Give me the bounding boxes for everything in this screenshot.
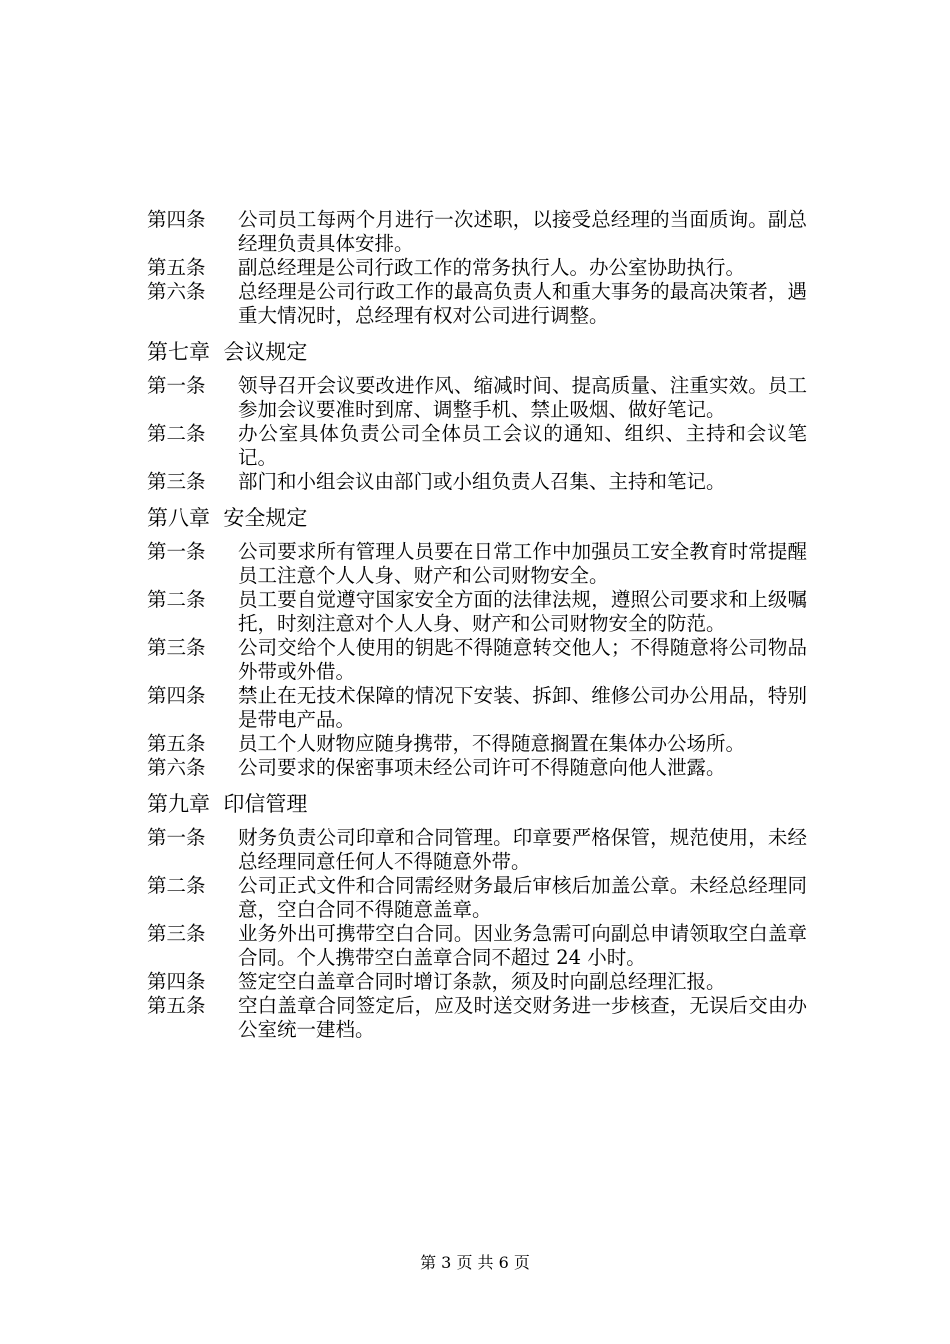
article <box>147 280 807 328</box>
article-text: 业务外出可携带空白合同。因业务急需可向副总申请领取空白盖章合同。个人携带空白盖章合同不超过 24 小时。 <box>238 922 807 969</box>
article <box>147 256 807 280</box>
article <box>147 374 807 422</box>
page-number-label: 第 3 页 共 6 页 <box>420 1253 530 1272</box>
article-number: 第四条 <box>147 970 206 993</box>
article-number: 第三条 <box>147 636 206 659</box>
chapter-heading: 第八章 安全规定 <box>147 506 308 530</box>
article <box>147 588 807 636</box>
article-number: 第一条 <box>147 826 206 849</box>
article <box>147 756 807 780</box>
document-body <box>147 208 807 1042</box>
article-number: 第二条 <box>147 422 206 445</box>
article <box>147 922 807 970</box>
section-chapter-9 <box>147 790 807 1042</box>
article-number: 第一条 <box>147 374 206 397</box>
article-number: 第五条 <box>147 994 206 1017</box>
article-text: 部门和小组会议由部门或小组负责人召集、主持和笔记。 <box>238 470 726 493</box>
article <box>147 684 807 732</box>
article-number: 第五条 <box>147 732 206 755</box>
article <box>147 874 807 922</box>
article-text: 公司要求的保密事项未经公司许可不得随意向他人泄露。 <box>238 756 726 779</box>
section-chapter-6-continued <box>147 208 807 328</box>
article-text: 员工要自觉遵守国家安全方面的法律法规，遵照公司要求和上级嘱托，时刻注意对个人人身、财产和公司财物安全的防范。 <box>238 588 807 635</box>
article-text: 副总经理是公司行政工作的常务执行人。办公室协助执行。 <box>238 256 746 279</box>
article-number: 第三条 <box>147 922 206 945</box>
article <box>147 732 807 756</box>
article-number: 第四条 <box>147 684 206 707</box>
section-chapter-8 <box>147 504 807 780</box>
article-text: 总经理是公司行政工作的最高负责人和重大事务的最高决策者，遇重大情况时，总经理有权对公司进行调整。 <box>238 280 807 327</box>
article-text: 禁止在无技术保障的情况下安装、拆卸、维修公司办公用品，特别是带电产品。 <box>238 684 807 731</box>
article-text: 公司要求所有管理人员要在日常工作中加强员工安全教育时常提醒员工注意个人人身、财产和公司财物安全。 <box>238 540 807 587</box>
article-text: 空白盖章合同签定后，应及时送交财务进一步核查，无误后交由办公室统一建档。 <box>238 994 807 1041</box>
article-number: 第三条 <box>147 470 206 493</box>
article-text: 员工个人财物应随身携带，不得随意搁置在集体办公场所。 <box>238 732 746 755</box>
article <box>147 994 807 1042</box>
article <box>147 540 807 588</box>
article <box>147 826 807 874</box>
chapter-heading: 第七章 会议规定 <box>147 340 308 364</box>
article-text: 办公室具体负责公司全体员工会议的通知、组织、主持和会议笔记。 <box>238 422 807 469</box>
article-text: 公司员工每两个月进行一次述职，以接受总经理的当面质询。副总经理负责具体安排。 <box>238 208 807 255</box>
article-number: 第五条 <box>147 256 206 279</box>
page-footer <box>0 1253 950 1273</box>
article <box>147 208 807 256</box>
article-number: 第四条 <box>147 208 206 231</box>
article-number: 第一条 <box>147 540 206 563</box>
article-number: 第二条 <box>147 874 206 897</box>
chapter-heading: 第九章 印信管理 <box>147 792 308 816</box>
article-text: 财务负责公司印章和合同管理。印章要严格保管，规范使用，未经总经理同意任何人不得随意外带。 <box>238 826 807 873</box>
article-text: 公司交给个人使用的钥匙不得随意转交他人；不得随意将公司物品外带或外借。 <box>238 636 807 683</box>
article <box>147 422 807 470</box>
section-chapter-7 <box>147 338 807 494</box>
article-text: 领导召开会议要改进作风、缩减时间、提高质量、注重实效。员工参加会议要准时到席、调整手机、禁止吸烟、做好笔记。 <box>238 374 807 421</box>
article-text: 公司正式文件和合同需经财务最后审核后加盖公章。未经总经理同意，空白合同不得随意盖章。 <box>238 874 807 921</box>
article <box>147 470 807 494</box>
article-number: 第六条 <box>147 756 206 779</box>
article-number: 第六条 <box>147 280 206 303</box>
article <box>147 636 807 684</box>
article-number: 第二条 <box>147 588 206 611</box>
article <box>147 970 807 994</box>
article-text: 签定空白盖章合同时增订条款，须及时向副总经理汇报。 <box>238 970 726 993</box>
